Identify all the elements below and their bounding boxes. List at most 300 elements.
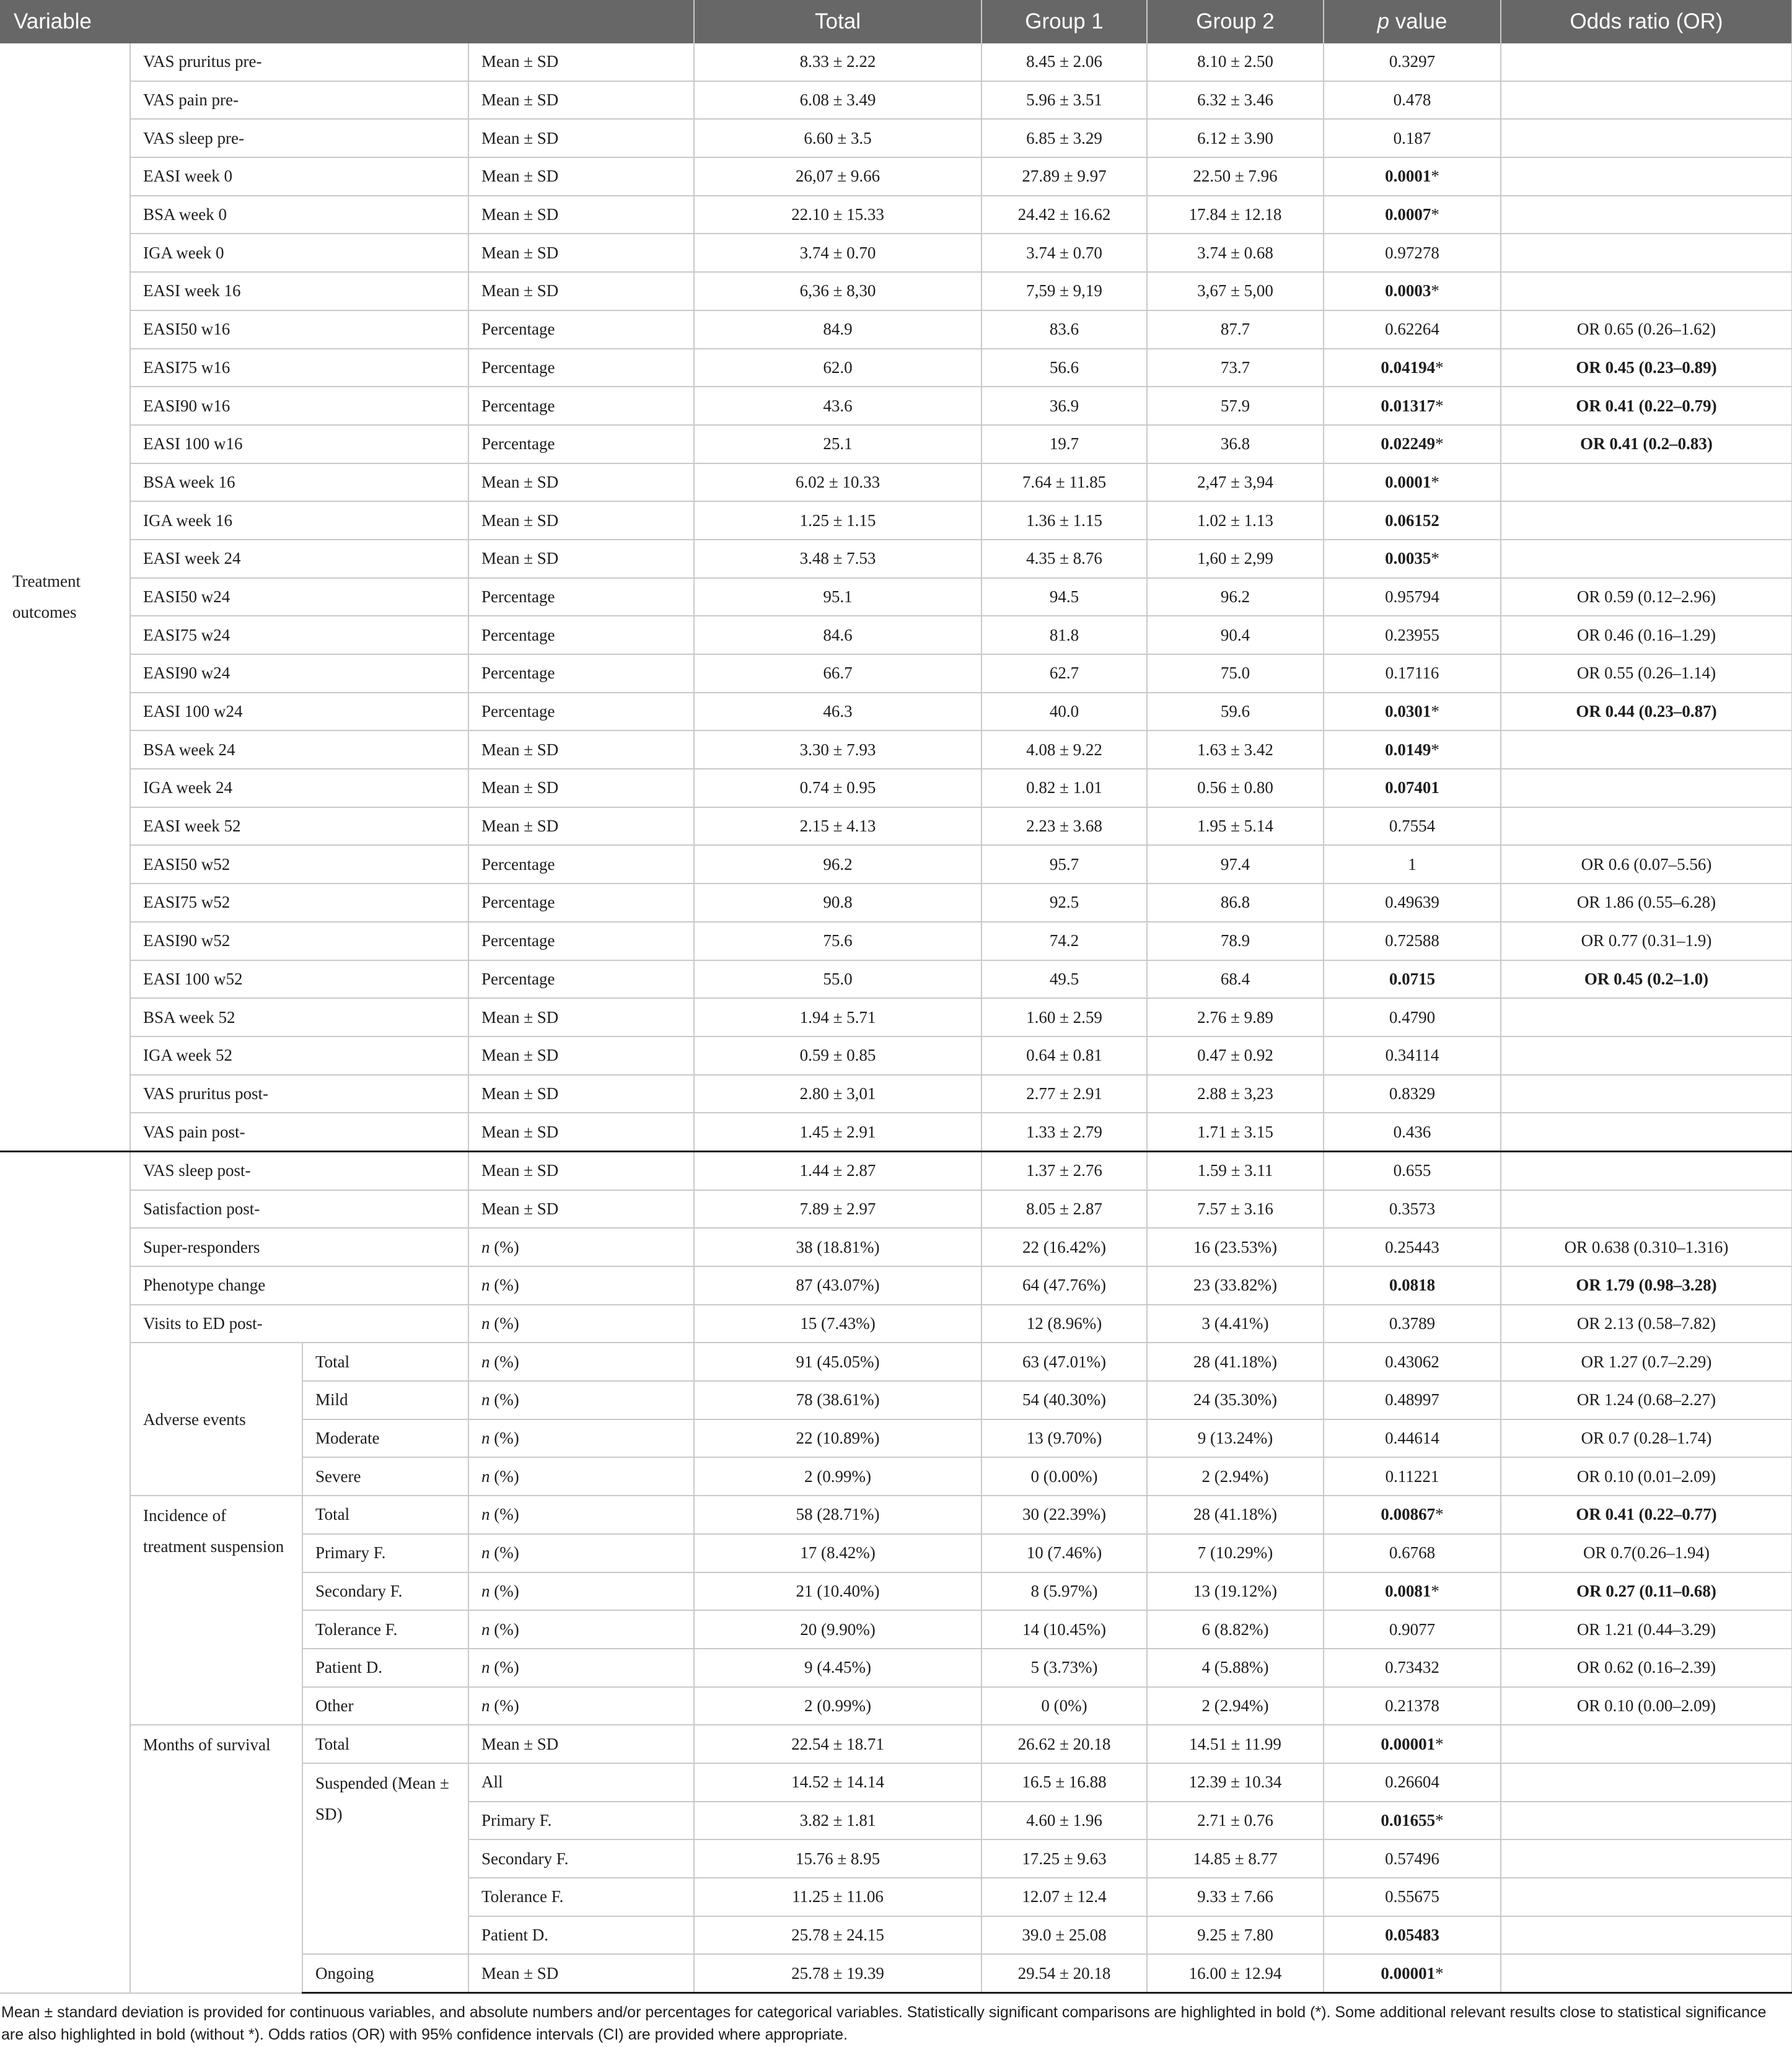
variable-name: EASI 100 w24 [130,693,468,731]
group-months-of-survival: Months of survival [130,1725,302,1992]
measure-percent: (%) [490,1581,519,1600]
measure-cell [468,1496,694,1534]
measure-percent: (%) [490,1466,519,1486]
table-row [0,81,1792,120]
total-cell: 58 (28.71%) [694,1496,982,1534]
measure-cell: Percentage [468,387,694,425]
variable-name: IGA week 24 [130,769,468,807]
group1-cell: 5 (3.73%) [982,1649,1147,1687]
group2-cell: 1.95 ± 5.14 [1147,807,1324,846]
pvalue-cell [1324,1419,1501,1458]
group1-cell: 56.6 [982,349,1147,387]
total-cell: 75.6 [694,922,982,960]
measure-n: n [481,1237,490,1256]
odds-ratio-cell: OR 0.6 (0.07–5.56) [1501,845,1792,883]
group1-cell: 0.82 ± 1.01 [982,769,1147,807]
measure-cell: Mean ± SD [468,807,694,846]
pvalue-text: 0.0149 [1385,740,1431,759]
measure-n: n [481,1658,490,1677]
odds-ratio-cell [1501,1954,1792,1992]
variable-name: EASI90 w24 [130,654,468,693]
odds-ratio-cell [1501,43,1792,81]
header-pvalue [1324,0,1501,43]
group1-cell: 3.74 ± 0.70 [982,234,1147,272]
group1-cell: 26.62 ± 20.18 [982,1725,1147,1763]
variable-name: VAS pain pre- [130,81,468,120]
pvalue-text: 0.23955 [1385,625,1439,644]
group2-cell: 78.9 [1147,922,1324,960]
group1-cell: 36.9 [982,387,1147,425]
pvalue-cell [1324,1457,1501,1496]
group1-cell: 40.0 [982,693,1147,731]
total-cell: 22.10 ± 15.33 [694,196,982,234]
odds-ratio-cell [1501,1075,1792,1113]
odds-ratio-cell [1501,1190,1792,1229]
significance-marker: * [1431,281,1439,300]
variable-name: EASI week 52 [130,807,468,846]
measure-cell: Percentage [468,616,694,654]
group1-cell: 6.85 ± 3.29 [982,119,1147,157]
odds-ratio-cell [1501,81,1792,120]
pvalue-text: 0.04194 [1381,357,1436,377]
total-cell: 25.78 ± 19.39 [694,1954,982,1992]
group1-cell: 7,59 ± 9,19 [982,272,1147,310]
group1-cell: 16.5 ± 16.88 [982,1763,1147,1802]
odds-ratio-cell [1501,1839,1792,1878]
odds-ratio-cell [1501,769,1792,807]
group1-cell: 8.45 ± 2.06 [982,43,1147,81]
pvalue-cell [1324,1954,1501,1992]
variable-name: EASI50 w16 [130,310,468,349]
pvalue-cell [1324,1228,1501,1266]
odds-ratio-cell: OR 0.45 (0.2–1.0) [1501,960,1792,999]
group2-cell: 9.33 ± 7.66 [1147,1878,1324,1916]
odds-ratio-cell: OR 1.79 (0.98–3.28) [1501,1266,1792,1305]
pvalue-cell [1324,1343,1501,1381]
pvalue-cell [1324,272,1501,310]
measure-cell: Percentage [468,922,694,960]
pvalue-cell [1324,1381,1501,1419]
group1-cell: 39.0 ± 25.08 [982,1916,1147,1955]
pvalue-cell [1324,1075,1501,1113]
group1-cell: 29.54 ± 20.18 [982,1954,1147,1992]
table-row [0,960,1792,999]
significance-marker: * [1435,396,1444,415]
total-cell: 6,36 ± 8,30 [694,272,982,310]
total-cell: 17 (8.42%) [694,1534,982,1572]
pvalue-text: 0.00001 [1381,1963,1436,1983]
measure-percent: (%) [490,1658,519,1677]
odds-ratio-cell [1501,1878,1792,1916]
variable-name: Super-responders [130,1228,468,1266]
group2-cell: 14.51 ± 11.99 [1147,1725,1324,1763]
total-cell: 1.44 ± 2.87 [694,1151,982,1190]
table-row [0,1190,1792,1229]
total-cell: 1.25 ± 1.15 [694,501,982,540]
variable-name: BSA week 16 [130,463,468,502]
table-row [0,119,1792,157]
variable-name: Tolerance F. [302,1610,468,1649]
odds-ratio-cell: OR 2.13 (0.58–7.82) [1501,1305,1792,1343]
total-cell: 84.6 [694,616,982,654]
table-row [0,349,1792,387]
variable-name: Moderate [302,1419,468,1458]
variable-name: EASI75 w24 [130,616,468,654]
measure-cell [468,1572,694,1611]
table-row [0,1151,1792,1190]
variable-name: All [468,1763,694,1802]
significance-marker: * [1435,357,1444,377]
pvalue-cell [1324,654,1501,693]
significance-marker: * [1435,1505,1444,1524]
significance-marker: * [1431,1581,1439,1600]
group1-cell: 1.60 ± 2.59 [982,998,1147,1037]
measure-cell: Percentage [468,310,694,349]
variable-name: BSA week 52 [130,998,468,1037]
header-odds-ratio: Odds ratio (OR) [1501,0,1792,43]
measure-n: n [481,1276,490,1295]
pvalue-cell [1324,501,1501,540]
group1-cell: 1.37 ± 2.76 [982,1151,1147,1190]
pvalue-cell [1324,1878,1501,1916]
group2-cell: 7 (10.29%) [1147,1534,1324,1572]
odds-ratio-cell [1501,540,1792,578]
group2-cell: 1.63 ± 3.42 [1147,730,1324,769]
measure-n: n [481,1543,490,1563]
pvalue-cell [1324,1266,1501,1305]
table-row [0,922,1792,960]
variable-name: EASI50 w52 [130,845,468,883]
total-cell: 15 (7.43%) [694,1305,982,1343]
measure-n: n [481,1352,490,1371]
total-cell: 25.78 ± 24.15 [694,1916,982,1955]
pvalue-cell [1324,540,1501,578]
pvalue-text: 0.62264 [1385,320,1439,339]
significance-marker: * [1435,1810,1444,1830]
group2-cell: 6.32 ± 3.46 [1147,81,1324,120]
group2-cell: 87.7 [1147,310,1324,349]
measure-cell: Mean ± SD [468,998,694,1037]
group2-cell: 9.25 ± 7.80 [1147,1916,1324,1955]
group2-cell: 22.50 ± 7.96 [1147,157,1324,196]
group2-cell: 3 (4.41%) [1147,1305,1324,1343]
pvalue-cell [1324,1916,1501,1955]
measure-cell: Percentage [468,349,694,387]
group1-cell: 74.2 [982,922,1147,960]
pvalue-cell [1324,578,1501,616]
table-row [0,883,1792,922]
table-row [0,387,1792,425]
total-cell: 78 (38.61%) [694,1381,982,1419]
header-group1: Group 1 [982,0,1147,43]
pvalue-cell [1324,1687,1501,1725]
group2-cell: 24 (35.30%) [1147,1381,1324,1419]
measure-n: n [481,1390,490,1409]
group1-cell: 17.25 ± 9.63 [982,1839,1147,1878]
significance-marker: * [1431,167,1439,186]
odds-ratio-cell [1501,998,1792,1037]
pvalue-text: 0.25443 [1385,1237,1439,1256]
odds-ratio-cell [1501,1113,1792,1151]
table-row [0,272,1792,310]
table-row [0,1228,1792,1266]
table-row [0,463,1792,502]
group1-cell: 95.7 [982,845,1147,883]
pvalue-text: 0.57496 [1385,1849,1439,1868]
measure-cell: Mean ± SD [468,196,694,234]
variable-name: Total [302,1343,468,1381]
table-row [0,998,1792,1037]
pvalue-cell [1324,1534,1501,1572]
variable-name: EASI week 16 [130,272,468,310]
group2-cell: 96.2 [1147,578,1324,616]
group2-cell: 0.56 ± 0.80 [1147,769,1324,807]
odds-ratio-cell: OR 0.77 (0.31–1.9) [1501,922,1792,960]
table-footnote: Mean ± standard deviation is provided for continuous variables, and absolute numbers and/or percentages for categorical variables. Statistically significant comparisons are highlighted in bold (*). Some additional relevant results close to statistical significance are also highlighted in bold (without *). Odds ratios (OR) with 95% confidence intervals (CI) are provided where appropriate. [1,2004,1767,2044]
variable-name: IGA week 0 [130,234,468,272]
total-cell: 84.9 [694,310,982,349]
odds-ratio-cell: OR 0.62 (0.16–2.39) [1501,1649,1792,1687]
pvalue-text: 0.43062 [1385,1352,1439,1371]
pvalue-cell [1324,1572,1501,1611]
measure-n: n [481,1429,490,1448]
table-row [0,501,1792,540]
odds-ratio-cell [1501,1802,1792,1840]
odds-ratio-cell: OR 1.24 (0.68–2.27) [1501,1381,1792,1419]
table-row [0,1037,1792,1075]
total-cell: 26,07 ± 9.66 [694,157,982,196]
group1-cell: 0 (0%) [982,1687,1147,1725]
group1-cell: 83.6 [982,310,1147,349]
group2-cell: 1.71 ± 3.15 [1147,1113,1324,1151]
total-cell: 38 (18.81%) [694,1228,982,1266]
measure-cell: Mean ± SD [468,1113,694,1151]
pvalue-text: 0.0035 [1385,549,1431,568]
table-row [0,1305,1792,1343]
group2-cell: 36.8 [1147,425,1324,463]
pvalue-text: 0.6768 [1389,1543,1436,1563]
group1-cell: 62.7 [982,654,1147,693]
total-cell: 3.48 ± 7.53 [694,540,982,578]
table-row [0,1266,1792,1305]
total-cell: 25.1 [694,425,982,463]
measure-cell [468,1266,694,1305]
group2-cell: 75.0 [1147,654,1324,693]
group1-cell: 64 (47.76%) [982,1266,1147,1305]
odds-ratio-cell [1501,463,1792,502]
variable-name: Patient D. [302,1649,468,1687]
measure-percent: (%) [490,1620,519,1639]
group2-cell: 97.4 [1147,845,1324,883]
total-cell: 22.54 ± 18.71 [694,1725,982,1763]
measure-percent: (%) [490,1276,519,1295]
pvalue-cell [1324,1763,1501,1802]
pvalue-text: 0.17116 [1385,664,1439,683]
odds-ratio-cell: OR 0.59 (0.12–2.96) [1501,578,1792,616]
significance-marker: * [1431,472,1439,491]
group1-cell: 10 (7.46%) [982,1534,1147,1572]
group1-cell: 92.5 [982,883,1147,922]
pvalue-cell [1324,196,1501,234]
variable-name: EASI90 w16 [130,387,468,425]
pvalue-text: 0.34114 [1385,1046,1439,1065]
group1-cell: 1.36 ± 1.15 [982,501,1147,540]
odds-ratio-cell: OR 0.27 (0.11–0.68) [1501,1572,1792,1611]
group1-cell: 2.23 ± 3.68 [982,807,1147,846]
total-cell: 95.1 [694,578,982,616]
variable-name: VAS pruritus post- [130,1075,468,1113]
total-cell: 46.3 [694,693,982,731]
pvalue-text: 0.3789 [1389,1314,1436,1333]
pvalue-text: 0.02249 [1381,434,1436,454]
pvalue-text: 0.0081 [1385,1581,1431,1600]
variable-name: EASI 100 w52 [130,960,468,999]
odds-ratio-cell: OR 1.27 (0.7–2.29) [1501,1343,1792,1381]
pvalue-cell [1324,1649,1501,1687]
variable-name: Phenotype change [130,1266,468,1305]
group2-cell: 13 (19.12%) [1147,1572,1324,1611]
measure-cell: Percentage [468,845,694,883]
total-cell: 1.45 ± 2.91 [694,1113,982,1151]
odds-ratio-cell: OR 0.41 (0.2–0.83) [1501,425,1792,463]
measure-cell: Mean ± SD [468,540,694,578]
subgroup-suspended: Suspended (Mean ± SD) [302,1763,468,1954]
significance-marker: * [1435,1963,1444,1983]
measure-cell: Percentage [468,654,694,693]
pvalue-cell [1324,463,1501,502]
pvalue-cell [1324,1610,1501,1649]
table-header [0,0,1792,43]
table-row [0,43,1792,81]
group1-cell: 0.64 ± 0.81 [982,1037,1147,1075]
group2-cell: 4 (5.88%) [1147,1649,1324,1687]
measure-cell: Mean ± SD [468,1954,694,1992]
pvalue-text: 0.0001 [1385,167,1431,186]
table-row [0,693,1792,731]
pvalue-cell [1324,119,1501,157]
pvalue-text: 0.49639 [1385,893,1439,912]
significance-marker: * [1435,1734,1444,1753]
measure-cell: Mean ± SD [468,730,694,769]
group1-cell: 12 (8.96%) [982,1305,1147,1343]
table-row [0,616,1792,654]
measure-cell: Mean ± SD [468,1037,694,1075]
variable-name: EASI75 w16 [130,349,468,387]
header-pvalue-rest: value [1389,9,1447,33]
measure-cell: Mean ± SD [468,272,694,310]
pvalue-text: 0.00001 [1381,1734,1436,1753]
variable-name: Patient D. [468,1916,694,1955]
pvalue-text: 0.06152 [1385,511,1439,530]
pvalue-text: 0.97278 [1385,243,1439,262]
group1-cell: 0 (0.00%) [982,1457,1147,1496]
measure-percent: (%) [490,1505,519,1524]
odds-ratio-cell: OR 0.65 (0.26–1.62) [1501,310,1792,349]
group2-cell: 1.59 ± 3.11 [1147,1151,1324,1190]
odds-ratio-cell [1501,1151,1792,1190]
pvalue-text: 0.8329 [1389,1084,1436,1103]
measure-cell: Mean ± SD [468,769,694,807]
group2-cell: 6 (8.82%) [1147,1610,1324,1649]
measure-cell [468,1534,694,1572]
total-cell: 6.60 ± 3.5 [694,119,982,157]
measure-cell: Percentage [468,693,694,731]
header-pvalue-p: p [1377,9,1390,33]
total-cell: 62.0 [694,349,982,387]
group2-cell: 28 (41.18%) [1147,1343,1324,1381]
pvalue-text: 0.7554 [1389,817,1436,836]
measure-n: n [481,1696,490,1715]
odds-ratio-cell [1501,272,1792,310]
pvalue-text: 0.9077 [1389,1620,1436,1639]
group2-cell: 1.02 ± 1.13 [1147,501,1324,540]
group2-cell: 14.85 ± 8.77 [1147,1839,1324,1878]
total-cell: 3.30 ± 7.93 [694,730,982,769]
header-group2: Group 2 [1147,0,1324,43]
odds-ratio-cell [1501,1725,1792,1763]
group2-cell: 2.76 ± 9.89 [1147,998,1324,1037]
pvalue-text: 0.55675 [1385,1887,1439,1906]
pvalue-cell [1324,1725,1501,1763]
table-row [0,730,1792,769]
group2-cell: 2.88 ± 3,23 [1147,1075,1324,1113]
pvalue-cell [1324,730,1501,769]
measure-percent: (%) [490,1390,519,1409]
pvalue-cell [1324,1802,1501,1840]
pvalue-text: 0.21378 [1385,1696,1439,1715]
total-cell: 2.80 ± 3,01 [694,1075,982,1113]
table-row [0,540,1792,578]
measure-cell: Percentage [468,578,694,616]
measure-cell: Percentage [468,425,694,463]
significance-marker: * [1431,549,1439,568]
measure-cell: Mean ± SD [468,1075,694,1113]
group2-cell: 2 (2.94%) [1147,1457,1324,1496]
pvalue-cell [1324,883,1501,922]
odds-ratio-cell: OR 0.41 (0.22–0.77) [1501,1496,1792,1534]
pvalue-cell [1324,616,1501,654]
total-cell: 43.6 [694,387,982,425]
total-cell: 55.0 [694,960,982,999]
variable-name: EASI50 w24 [130,578,468,616]
group2-cell: 16.00 ± 12.94 [1147,1954,1324,1992]
variable-name: IGA week 16 [130,501,468,540]
variable-name: Primary F. [468,1802,694,1840]
group1-cell: 54 (40.30%) [982,1381,1147,1419]
pvalue-cell [1324,998,1501,1037]
measure-cell [468,1649,694,1687]
pvalue-cell [1324,769,1501,807]
odds-ratio-cell: OR 0.7(0.26–1.94) [1501,1534,1792,1572]
table-row [0,1496,1792,1534]
group1-cell: 12.07 ± 12.4 [982,1878,1147,1916]
measure-percent: (%) [490,1543,519,1563]
header-total: Total [694,0,982,43]
variable-name: BSA week 0 [130,196,468,234]
group2-cell: 7.57 ± 3.16 [1147,1190,1324,1229]
group2-cell: 90.4 [1147,616,1324,654]
total-cell: 66.7 [694,654,982,693]
pvalue-text: 1 [1408,854,1416,874]
group2-cell: 2,47 ± 3,94 [1147,463,1324,502]
measure-percent: (%) [490,1696,519,1715]
measure-cell: Mean ± SD [468,234,694,272]
pvalue-text: 0.00867 [1381,1505,1436,1524]
variable-name: Mild [302,1381,468,1419]
measure-cell [468,1228,694,1266]
variable-name: EASI week 24 [130,540,468,578]
total-cell: 91 (45.05%) [694,1343,982,1381]
